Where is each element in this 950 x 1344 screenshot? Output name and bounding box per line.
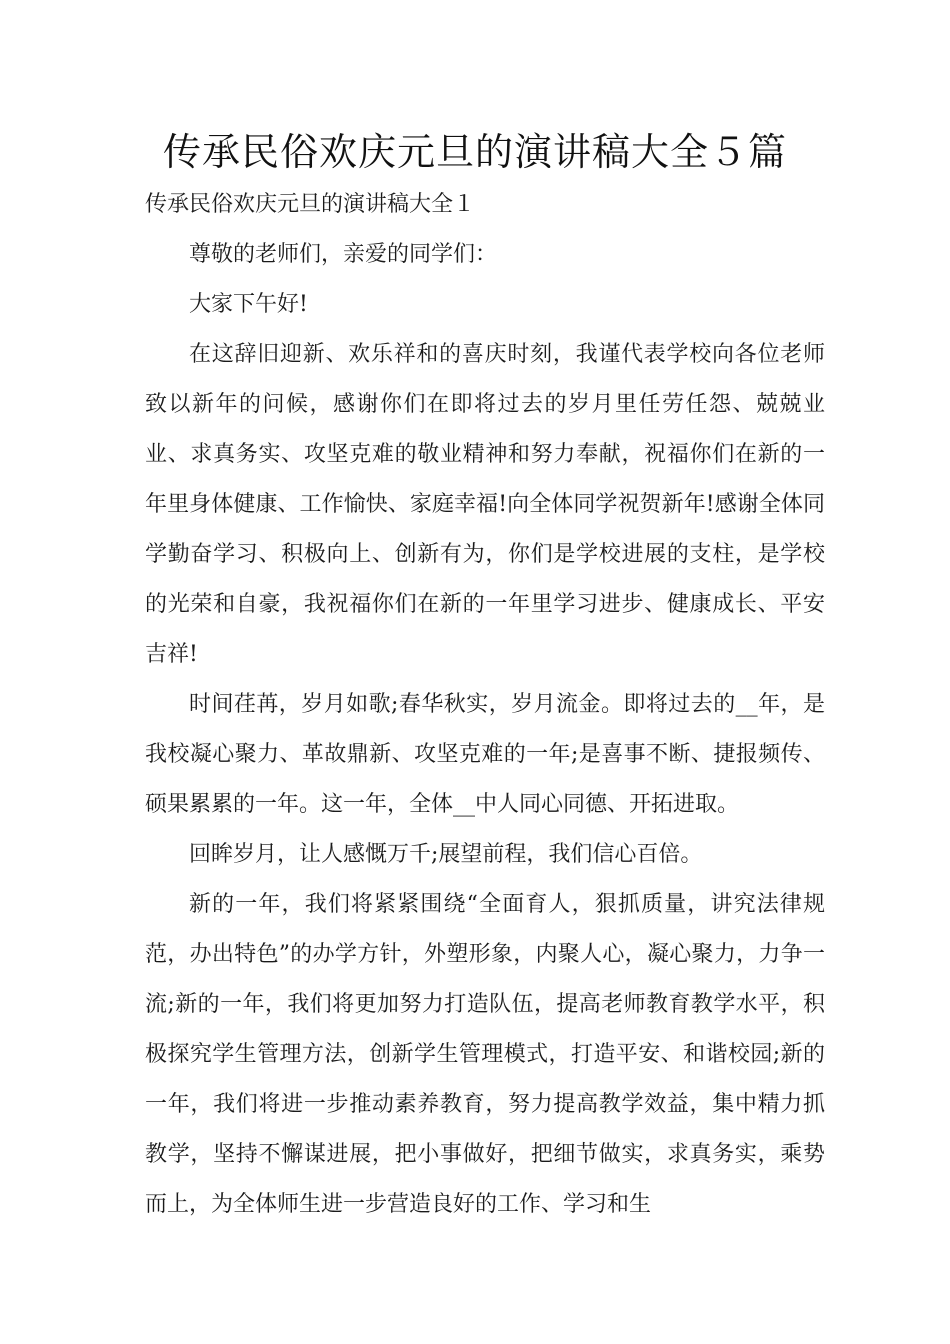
greeting-paragraph: 大家下午好! xyxy=(189,292,308,317)
body-paragraph: 时间荏苒，岁月如歌;春华秋实，岁月流金。即将过去的__年，是我校凝心聚力、革故鼎新、攻坚克难的一年;是喜事不断、捷报频传、硕果累累的一年。这一年，全体__中人同心同德、开拓进取。 xyxy=(145,692,825,817)
body-paragraph: 新的一年，我们将紧紧围绕“全面育人，狠抓质量，讲究法律规范，办出特色”的办学方针，外塑形象，内聚人心，凝心聚力，力争一流;新的一年，我们将更加努力打造队伍，提高老师教育教学水平，积极探究学生管理方法，创新学生管理模式，打造平安、和谐校园;新的一年，我们将进一步推动素养教育，努力提高教学效益，集中精力抓教学，坚持不懈谋进展，把小事做好，把细节做实，求真务实，乘势而上，为全体师生进一步营造良好的工作、学习和生 xyxy=(145,892,825,1217)
salutation-paragraph: 尊敬的老师们，亲爱的同学们： xyxy=(189,242,498,267)
document-title: 传承民俗欢庆元旦的演讲稿大全５篇 xyxy=(162,130,787,174)
body-paragraph: 在这辞旧迎新、欢乐祥和的喜庆时刻，我谨代表学校向各位老师致以新年的问候，感谢你们在即将过去的岁月里任劳任怨、兢兢业业、求真务实、攻坚克难的敬业精神和努力奉献，祝福你们在新的一年里身体健康、工作愉快、家庭幸福!向全体同学祝贺新年!感谢全体同学勤奋学习、积极向上、创新有为，你们是学校进展的支柱，是学校的光荣和自豪，我祝福你们在新的一年里学习进步、健康成长、平安吉祥! xyxy=(145,342,825,667)
section-heading: 传承民俗欢庆元旦的演讲稿大全１ xyxy=(145,192,476,217)
document-body xyxy=(145,180,825,1230)
body-paragraph: 回眸岁月，让人感慨万千;展望前程，我们信心百倍。 xyxy=(189,842,703,867)
